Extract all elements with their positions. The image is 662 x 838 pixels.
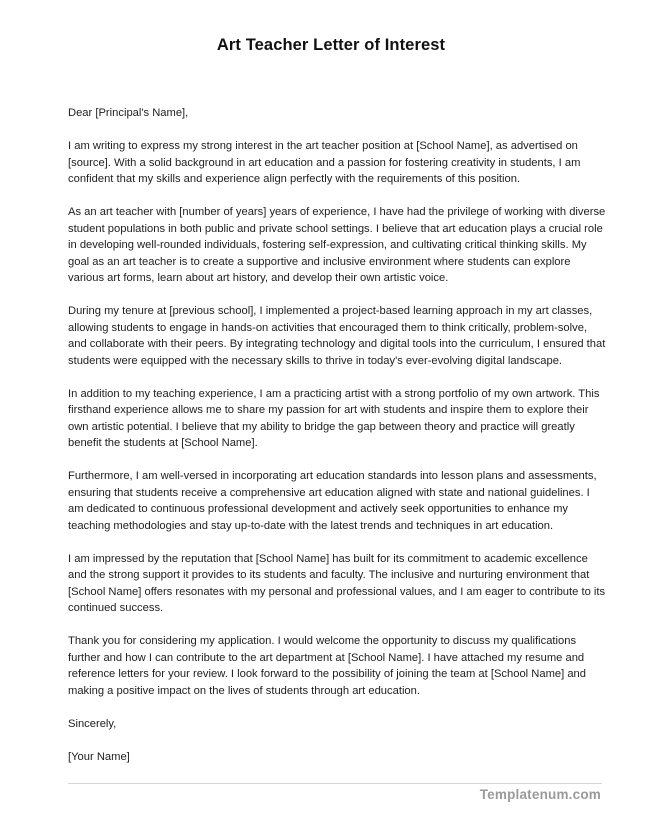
brand-watermark: Templatenum.com [479, 787, 601, 802]
signature: [Your Name] [68, 750, 130, 763]
closing: Sincerely, [68, 717, 117, 730]
paragraph-2: As an art teacher with [number of years] years of experience, I have had the privilege of working with diverse student populations in both public and private school settings. I believe that art education plays a crucial role in developing well-rounded individuals, fostering self-expression, and cultivating critical thinking skills. My goal as an art teacher is to create a supportive and inclusive environment where students can explore various art forms, learn about art history, and develop their own artistic voice. [68, 206, 606, 284]
paragraph-6: I am impressed by the reputation that [School Name] has built for its commitment to academic excellence and the strong support it provides to its students and faculty. The inclusive and nurturing environment that [School Name] offers resonates with my personal and professional values, and I am eager to contribute to its continued success. [68, 552, 606, 614]
salutation: Dear [Principal's Name], [68, 107, 189, 119]
page-title: Art Teacher Letter of Interest [216, 36, 446, 54]
paragraph-7: Thank you for considering my application. I would welcome the opportunity to discuss my qualifications further and how I can contribute to the art department at [School Name]. I have attached my resume and reference letters for your review. I look forward to the possibility of joining the team at [School Name] and making a positive impact on the lives of students through art education. [68, 635, 586, 697]
paragraph-4: In addition to my teaching experience, I am a practicing artist with a strong portfolio of my own artwork. This firsthand experience allows me to share my passion for art with students and inspire them to explore their own artistic potential. I believe that my ability to bridge the gap between theory and practice will greatly benefit the students at [School Name]. [68, 387, 600, 449]
paragraph-5: Furthermore, I am well-versed in incorporating art education standards into lesson plans and assessments, ensuring that students receive a comprehensive art education aligned with state and national guidelines. I am dedicated to continuous professional development and actively seek opportunities to enhance my teaching methodologies and stay up-to-date with the latest trends and techniques in art education. [68, 470, 597, 532]
paragraph-1: I am writing to express my strong interest in the art teacher position at [School Name], as advertised on [source]. With a solid background in art education and a passion for fostering creativity in students, I am confident that my skills and experience align perfectly with the requirements of this position. [68, 140, 581, 185]
letter-body [68, 105, 608, 782]
paragraph-3: During my tenure at [previous school], I implemented a project-based learning approach in my art classes, allowing students to engage in hands-on activities that encouraged them to think critically, problem-solve, and collaborate with their peers. By integrating technology and digital tools into the curriculum, I ensured that students were equipped with the necessary skills to thrive in today's ever-evolving digital landscape. [68, 305, 606, 367]
footer-divider [68, 783, 602, 784]
